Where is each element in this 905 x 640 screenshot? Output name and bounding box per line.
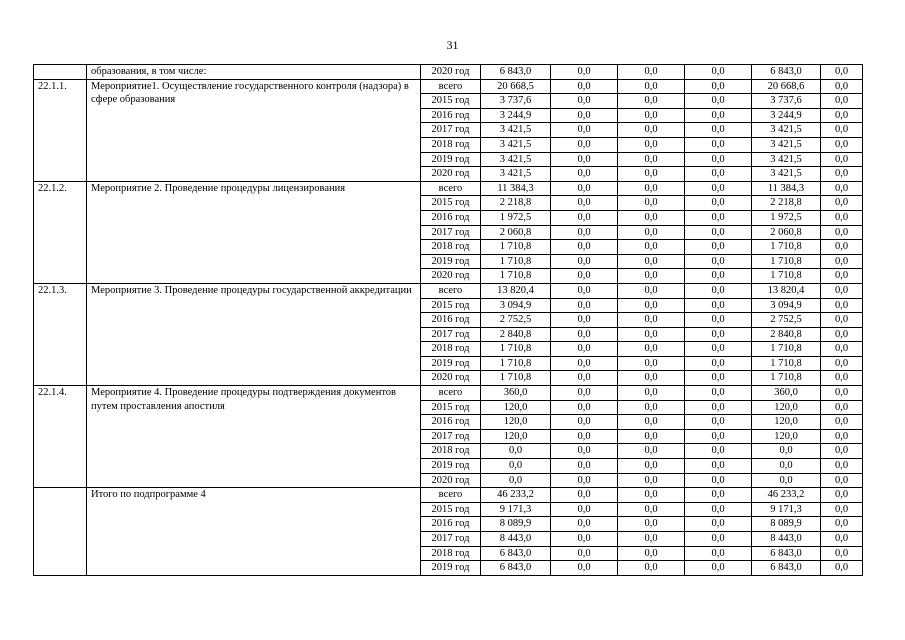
year-cell: 2018 год [421, 240, 481, 255]
value-cell: 0,0 [685, 167, 752, 182]
value-cell: 46 233,2 [481, 488, 551, 503]
value-cell: 0,0 [551, 313, 618, 328]
value-cell: 0,0 [685, 502, 752, 517]
value-cell: 0,0 [685, 473, 752, 488]
value-cell: 0,0 [821, 546, 863, 561]
value-cell: 0,0 [618, 269, 685, 284]
year-cell: 2015 год [421, 94, 481, 109]
value-cell: 0,0 [618, 152, 685, 167]
value-cell: 0,0 [685, 429, 752, 444]
value-cell: 0,0 [821, 473, 863, 488]
value-cell: 1 710,8 [481, 356, 551, 371]
value-cell: 0,0 [685, 137, 752, 152]
value-cell: 13 820,4 [752, 283, 821, 298]
value-cell: 0,0 [618, 225, 685, 240]
value-cell: 0,0 [618, 546, 685, 561]
value-cell: 0,0 [551, 254, 618, 269]
value-cell: 3 244,9 [752, 108, 821, 123]
year-cell: 2015 год [421, 400, 481, 415]
value-cell: 0,0 [618, 459, 685, 474]
value-cell: 0,0 [685, 386, 752, 401]
value-cell: 0,0 [821, 269, 863, 284]
value-cell: 0,0 [551, 444, 618, 459]
value-cell: 0,0 [551, 459, 618, 474]
year-cell: 2017 год [421, 327, 481, 342]
value-cell: 0,0 [618, 65, 685, 80]
value-cell: 0,0 [821, 108, 863, 123]
value-cell: 0,0 [685, 532, 752, 547]
value-cell: 0,0 [551, 94, 618, 109]
value-cell: 0,0 [821, 371, 863, 386]
value-cell: 0,0 [618, 415, 685, 430]
value-cell: 0,0 [685, 517, 752, 532]
value-cell: 0,0 [821, 488, 863, 503]
activity-code-cell: 22.1.3. [34, 283, 87, 385]
value-cell: 0,0 [685, 79, 752, 94]
value-cell: 0,0 [685, 546, 752, 561]
value-cell: 0,0 [551, 415, 618, 430]
value-cell: 0,0 [821, 444, 863, 459]
value-cell: 0,0 [618, 210, 685, 225]
year-cell: 2019 год [421, 561, 481, 576]
value-cell: 0,0 [821, 210, 863, 225]
value-cell: 2 840,8 [752, 327, 821, 342]
year-cell: 2015 год [421, 196, 481, 211]
value-cell: 0,0 [685, 210, 752, 225]
value-cell: 0,0 [821, 152, 863, 167]
value-cell: 1 710,8 [481, 342, 551, 357]
value-cell: 0,0 [685, 313, 752, 328]
value-cell: 0,0 [618, 298, 685, 313]
value-cell: 0,0 [685, 356, 752, 371]
value-cell: 0,0 [685, 444, 752, 459]
value-cell: 6 843,0 [481, 546, 551, 561]
value-cell: 0,0 [551, 561, 618, 576]
value-cell: 1 710,8 [752, 240, 821, 255]
value-cell: 0,0 [551, 152, 618, 167]
value-cell: 0,0 [618, 371, 685, 386]
value-cell: 0,0 [821, 459, 863, 474]
value-cell: 0,0 [685, 152, 752, 167]
value-cell: 0,0 [685, 415, 752, 430]
value-cell: 0,0 [685, 65, 752, 80]
year-cell: 2016 год [421, 210, 481, 225]
table-row [34, 488, 863, 503]
year-cell: 2018 год [421, 546, 481, 561]
table-row [34, 386, 863, 401]
value-cell: 20 668,5 [481, 79, 551, 94]
value-cell: 0,0 [821, 254, 863, 269]
value-cell: 1 710,8 [481, 240, 551, 255]
table-body [34, 65, 863, 576]
value-cell: 0,0 [618, 79, 685, 94]
value-cell: 0,0 [551, 137, 618, 152]
value-cell: 0,0 [551, 517, 618, 532]
year-cell: 2016 год [421, 313, 481, 328]
activity-code-cell: 22.1.1. [34, 79, 87, 181]
value-cell: 0,0 [821, 196, 863, 211]
value-cell: 0,0 [551, 269, 618, 284]
value-cell: 0,0 [685, 94, 752, 109]
value-cell: 0,0 [618, 240, 685, 255]
value-cell: 120,0 [481, 429, 551, 444]
value-cell: 0,0 [551, 210, 618, 225]
value-cell: 3 421,5 [752, 152, 821, 167]
value-cell: 2 218,8 [481, 196, 551, 211]
year-cell: 2017 год [421, 532, 481, 547]
value-cell: 0,0 [618, 123, 685, 138]
value-cell: 3 421,5 [481, 167, 551, 182]
year-cell: 2020 год [421, 473, 481, 488]
value-cell: 0,0 [821, 240, 863, 255]
value-cell: 360,0 [752, 386, 821, 401]
value-cell: 1 710,8 [752, 371, 821, 386]
year-cell: 2016 год [421, 517, 481, 532]
page-number: 31 [446, 38, 459, 52]
value-cell: 9 171,3 [752, 502, 821, 517]
value-cell: 1 972,5 [481, 210, 551, 225]
value-cell: 0,0 [821, 327, 863, 342]
year-cell: 2018 год [421, 444, 481, 459]
activity-code-cell [34, 488, 87, 576]
value-cell: 3 421,5 [752, 137, 821, 152]
value-cell: 0,0 [821, 342, 863, 357]
year-cell: 2019 год [421, 254, 481, 269]
value-cell: 8 089,9 [752, 517, 821, 532]
value-cell: 6 843,0 [481, 65, 551, 80]
value-cell: 0,0 [618, 196, 685, 211]
value-cell: 0,0 [551, 488, 618, 503]
value-cell: 0,0 [685, 488, 752, 503]
year-cell: 2017 год [421, 429, 481, 444]
value-cell: 3 421,5 [752, 123, 821, 138]
value-cell: 0,0 [618, 283, 685, 298]
value-cell: 46 233,2 [752, 488, 821, 503]
value-cell: 1 972,5 [752, 210, 821, 225]
value-cell: 0,0 [685, 342, 752, 357]
value-cell: 3 421,5 [481, 137, 551, 152]
value-cell: 0,0 [551, 327, 618, 342]
value-cell: 0,0 [685, 371, 752, 386]
value-cell: 3 737,6 [481, 94, 551, 109]
activity-name-cell: Мероприятие 2. Проведение процедуры лицензирования [87, 181, 421, 283]
year-cell: всего [421, 386, 481, 401]
value-cell: 0,0 [551, 240, 618, 255]
value-cell: 6 843,0 [752, 65, 821, 80]
value-cell: 0,0 [821, 502, 863, 517]
value-cell: 0,0 [618, 386, 685, 401]
value-cell: 11 384,3 [481, 181, 551, 196]
value-cell: 0,0 [618, 254, 685, 269]
year-cell: 2020 год [421, 65, 481, 80]
value-cell: 0,0 [551, 181, 618, 196]
value-cell: 1 710,8 [481, 269, 551, 284]
value-cell: 3 094,9 [752, 298, 821, 313]
value-cell: 120,0 [481, 400, 551, 415]
value-cell: 0,0 [618, 108, 685, 123]
value-cell: 11 384,3 [752, 181, 821, 196]
value-cell: 3 244,9 [481, 108, 551, 123]
value-cell: 6 843,0 [752, 561, 821, 576]
value-cell: 0,0 [685, 123, 752, 138]
value-cell: 0,0 [551, 502, 618, 517]
year-cell: 2015 год [421, 298, 481, 313]
value-cell: 0,0 [685, 400, 752, 415]
value-cell: 0,0 [821, 561, 863, 576]
value-cell: 0,0 [618, 313, 685, 328]
value-cell: 0,0 [821, 79, 863, 94]
value-cell: 0,0 [821, 167, 863, 182]
value-cell: 0,0 [551, 65, 618, 80]
value-cell: 1 710,8 [752, 356, 821, 371]
value-cell: 0,0 [685, 254, 752, 269]
value-cell: 0,0 [821, 181, 863, 196]
value-cell: 0,0 [821, 283, 863, 298]
year-cell: всего [421, 79, 481, 94]
value-cell: 0,0 [685, 459, 752, 474]
value-cell: 0,0 [821, 65, 863, 80]
value-cell: 0,0 [685, 196, 752, 211]
value-cell: 0,0 [685, 108, 752, 123]
value-cell: 1 710,8 [481, 254, 551, 269]
value-cell: 0,0 [821, 429, 863, 444]
year-cell: всего [421, 283, 481, 298]
value-cell: 3 737,6 [752, 94, 821, 109]
value-cell: 0,0 [685, 269, 752, 284]
value-cell: 0,0 [821, 137, 863, 152]
year-cell: 2020 год [421, 371, 481, 386]
activity-code-cell: 22.1.2. [34, 181, 87, 283]
value-cell: 0,0 [821, 94, 863, 109]
value-cell: 0,0 [551, 225, 618, 240]
value-cell: 0,0 [618, 356, 685, 371]
value-cell: 0,0 [551, 386, 618, 401]
table-row [34, 79, 863, 94]
value-cell: 0,0 [618, 181, 685, 196]
value-cell: 0,0 [618, 473, 685, 488]
value-cell: 0,0 [821, 415, 863, 430]
value-cell: 0,0 [551, 123, 618, 138]
value-cell: 0,0 [821, 532, 863, 547]
value-cell: 0,0 [551, 108, 618, 123]
value-cell: 1 710,8 [752, 269, 821, 284]
activity-name-cell: Мероприятие1. Осуществление государственного контроля (надзора) в сфере образования [87, 79, 421, 181]
year-cell: 2019 год [421, 152, 481, 167]
value-cell: 1 710,8 [481, 371, 551, 386]
value-cell: 0,0 [821, 386, 863, 401]
activity-name-cell: образования, в том числе: [87, 65, 421, 80]
value-cell: 0,0 [618, 400, 685, 415]
value-cell: 3 421,5 [752, 167, 821, 182]
value-cell: 0,0 [618, 488, 685, 503]
activity-name-cell: Итого по подпрограмме 4 [87, 488, 421, 576]
value-cell: 120,0 [752, 429, 821, 444]
value-cell: 0,0 [685, 298, 752, 313]
value-cell: 0,0 [685, 561, 752, 576]
year-cell: 2020 год [421, 269, 481, 284]
value-cell: 0,0 [618, 94, 685, 109]
value-cell: 0,0 [821, 356, 863, 371]
year-cell: 2017 год [421, 225, 481, 240]
value-cell: 120,0 [481, 415, 551, 430]
budget-table [33, 64, 863, 576]
value-cell: 0,0 [752, 473, 821, 488]
value-cell: 0,0 [618, 137, 685, 152]
value-cell: 0,0 [551, 283, 618, 298]
activity-name-cell: Мероприятие 3. Проведение процедуры государственной аккредитации [87, 283, 421, 385]
value-cell: 0,0 [618, 502, 685, 517]
value-cell: 0,0 [618, 444, 685, 459]
value-cell: 8 089,9 [481, 517, 551, 532]
value-cell: 0,0 [752, 444, 821, 459]
value-cell: 0,0 [821, 517, 863, 532]
value-cell: 0,0 [551, 429, 618, 444]
year-cell: всего [421, 181, 481, 196]
value-cell: 0,0 [618, 327, 685, 342]
value-cell: 2 218,8 [752, 196, 821, 211]
value-cell: 1 710,8 [752, 254, 821, 269]
year-cell: 2017 год [421, 123, 481, 138]
year-cell: всего [421, 488, 481, 503]
value-cell: 0,0 [752, 459, 821, 474]
value-cell: 0,0 [551, 546, 618, 561]
value-cell: 3 421,5 [481, 123, 551, 138]
value-cell: 8 443,0 [752, 532, 821, 547]
value-cell: 0,0 [821, 225, 863, 240]
value-cell: 3 094,9 [481, 298, 551, 313]
value-cell: 0,0 [481, 473, 551, 488]
value-cell: 0,0 [821, 123, 863, 138]
value-cell: 0,0 [685, 225, 752, 240]
value-cell: 0,0 [618, 561, 685, 576]
value-cell: 0,0 [618, 342, 685, 357]
value-cell: 1 710,8 [752, 342, 821, 357]
value-cell: 8 443,0 [481, 532, 551, 547]
value-cell: 0,0 [551, 473, 618, 488]
value-cell: 3 421,5 [481, 152, 551, 167]
value-cell: 0,0 [551, 342, 618, 357]
year-cell: 2019 год [421, 459, 481, 474]
value-cell: 20 668,6 [752, 79, 821, 94]
table-row [34, 283, 863, 298]
table-row [34, 65, 863, 80]
value-cell: 0,0 [551, 371, 618, 386]
value-cell: 0,0 [551, 167, 618, 182]
activity-name-cell: Мероприятие 4. Проведение процедуры подтверждения документов путем проставления апостиля [87, 386, 421, 488]
value-cell: 0,0 [821, 400, 863, 415]
value-cell: 360,0 [481, 386, 551, 401]
value-cell: 2 840,8 [481, 327, 551, 342]
value-cell: 6 843,0 [752, 546, 821, 561]
value-cell: 6 843,0 [481, 561, 551, 576]
value-cell: 0,0 [551, 79, 618, 94]
value-cell: 120,0 [752, 400, 821, 415]
year-cell: 2019 год [421, 356, 481, 371]
value-cell: 120,0 [752, 415, 821, 430]
year-cell: 2018 год [421, 137, 481, 152]
year-cell: 2015 год [421, 502, 481, 517]
value-cell: 0,0 [821, 313, 863, 328]
value-cell: 0,0 [618, 167, 685, 182]
value-cell: 0,0 [618, 532, 685, 547]
value-cell: 0,0 [551, 356, 618, 371]
value-cell: 0,0 [481, 444, 551, 459]
value-cell: 0,0 [618, 429, 685, 444]
value-cell: 0,0 [551, 298, 618, 313]
value-cell: 2 752,5 [752, 313, 821, 328]
value-cell: 0,0 [685, 240, 752, 255]
value-cell: 2 752,5 [481, 313, 551, 328]
value-cell: 0,0 [685, 327, 752, 342]
year-cell: 2016 год [421, 415, 481, 430]
year-cell: 2018 год [421, 342, 481, 357]
value-cell: 2 060,8 [752, 225, 821, 240]
code-cell [34, 65, 87, 80]
value-cell: 0,0 [551, 196, 618, 211]
value-cell: 0,0 [551, 400, 618, 415]
value-cell: 0,0 [685, 283, 752, 298]
value-cell: 0,0 [618, 517, 685, 532]
value-cell: 0,0 [821, 298, 863, 313]
year-cell: 2020 год [421, 167, 481, 182]
table-row [34, 181, 863, 196]
value-cell: 0,0 [685, 181, 752, 196]
value-cell: 0,0 [481, 459, 551, 474]
value-cell: 0,0 [551, 532, 618, 547]
year-cell: 2016 год [421, 108, 481, 123]
value-cell: 13 820,4 [481, 283, 551, 298]
value-cell: 2 060,8 [481, 225, 551, 240]
activity-code-cell: 22.1.4. [34, 386, 87, 488]
value-cell: 9 171,3 [481, 502, 551, 517]
